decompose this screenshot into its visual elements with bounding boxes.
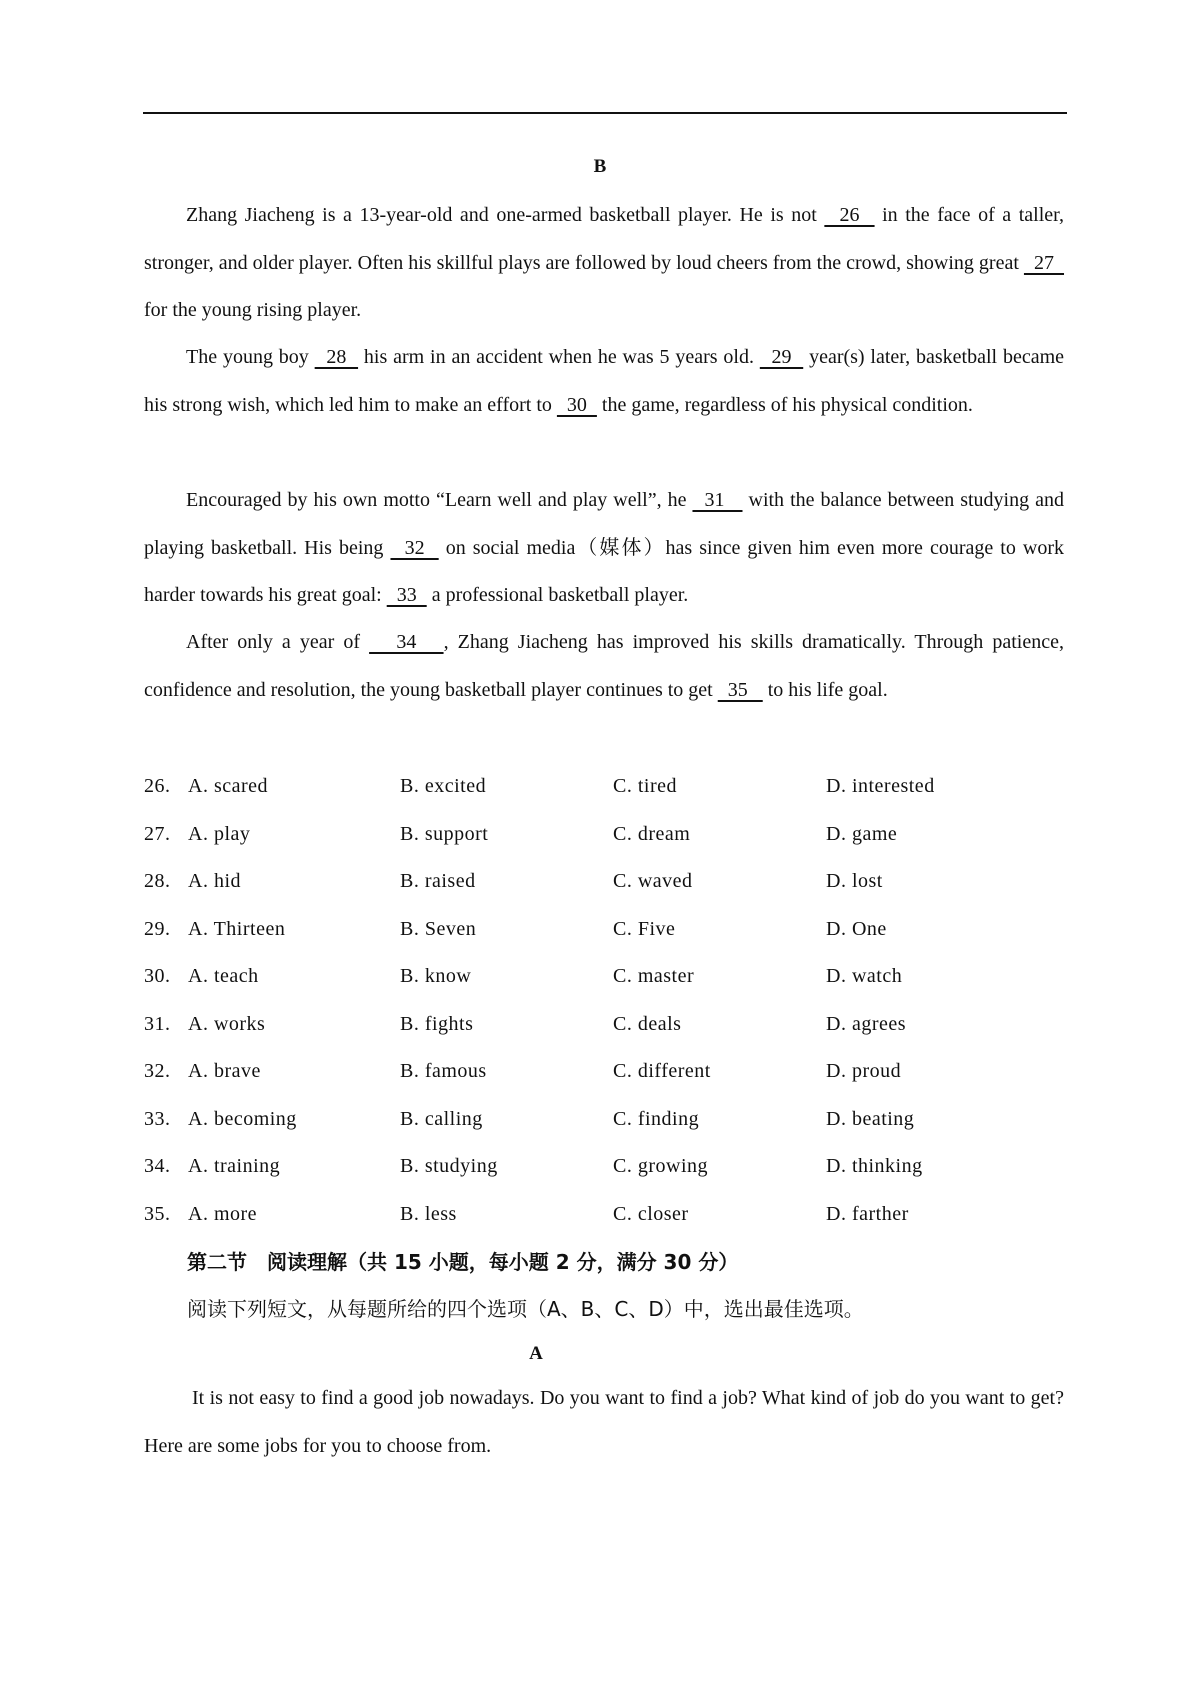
option-b: B. know xyxy=(400,965,472,988)
text-segment: his arm in an accident when he was 5 years old. xyxy=(358,346,760,368)
passage-b-paragraph-4 xyxy=(144,619,1064,714)
option-a: A. teach xyxy=(188,965,259,988)
question-row-27 xyxy=(144,811,1064,859)
part-two-instruction: 阅读下列短文，从每题所给的四个选项（A、B、C、D）中，选出最佳选项。 xyxy=(187,1297,864,1321)
text-segment: with the balance between studying and playing basketball. His being xyxy=(144,489,1064,559)
blank-31: 31 xyxy=(692,489,743,511)
option-d: D. game xyxy=(826,822,898,845)
text-segment: Encouraged by his own motto “Learn well and play well”, he xyxy=(186,489,693,511)
question-row-26 xyxy=(144,763,1064,811)
option-c: C. tired xyxy=(613,775,677,798)
header-rule xyxy=(143,112,1067,114)
question-row-34 xyxy=(144,1143,1064,1191)
question-row-28 xyxy=(144,858,1064,906)
blank-35: 35 xyxy=(717,678,763,701)
option-a: A. training xyxy=(188,1155,281,1178)
option-a: A. hid xyxy=(188,870,241,893)
text-segment: After only a year of xyxy=(186,631,370,653)
option-b: B. support xyxy=(400,822,489,845)
option-c: C. Five xyxy=(613,917,676,940)
option-d: D. interested xyxy=(826,775,935,798)
option-b: B. raised xyxy=(400,870,476,893)
section-b-heading: B xyxy=(593,156,607,177)
option-c: C. growing xyxy=(613,1155,708,1178)
question-number: 32. xyxy=(144,1060,171,1083)
question-number: 28. xyxy=(144,870,171,893)
question-number: 29. xyxy=(144,917,171,940)
option-b: B. famous xyxy=(400,1060,487,1083)
option-c: C. closer xyxy=(613,1202,689,1225)
option-a: A. more xyxy=(188,1202,258,1225)
option-d: D. farther xyxy=(826,1202,909,1225)
blank-27: 27 xyxy=(1023,251,1065,274)
text-segment: Zhang Jiacheng is a 13-year-old and one-armed basketball player. He is not xyxy=(186,204,825,226)
option-d: D. beating xyxy=(826,1107,915,1130)
option-b: B. calling xyxy=(400,1107,483,1130)
question-number: 26. xyxy=(144,775,171,798)
option-b: B. excited xyxy=(400,775,487,798)
option-c: C. master xyxy=(613,965,695,988)
passage-a-paragraph-1: It is not easy to find a good job nowadays. Do you want to find a job? What kind of job do you want to get? Here are some jobs for you to choose from. xyxy=(144,1387,1064,1457)
blank-30: 30 xyxy=(556,393,597,416)
option-b: B. less xyxy=(400,1202,457,1225)
question-number: 34. xyxy=(144,1155,171,1178)
section-a-heading: A xyxy=(529,1343,543,1364)
option-d: D. One xyxy=(826,917,887,940)
option-c: C. different xyxy=(613,1060,711,1083)
blank-33: 33 xyxy=(386,584,427,606)
passage-b-paragraph-1 xyxy=(144,192,1064,335)
option-d: D. thinking xyxy=(826,1155,923,1178)
text-segment: The young boy xyxy=(186,346,315,368)
option-a: A. works xyxy=(188,1012,266,1035)
option-d: D. watch xyxy=(826,965,903,988)
question-number: 33. xyxy=(144,1107,171,1130)
blank-32: 32 xyxy=(390,536,439,559)
options-list xyxy=(144,763,1064,1238)
question-row-33 xyxy=(144,1096,1064,1144)
option-a: A. Thirteen xyxy=(188,917,286,940)
option-c: C. finding xyxy=(613,1107,700,1130)
blank-29: 29 xyxy=(759,346,804,368)
option-c: C. deals xyxy=(613,1012,682,1035)
question-row-32 xyxy=(144,1048,1064,1096)
option-a: A. scared xyxy=(188,775,269,798)
option-c: C. dream xyxy=(613,822,691,845)
question-row-35 xyxy=(144,1191,1064,1239)
option-b: B. fights xyxy=(400,1012,474,1035)
question-number: 27. xyxy=(144,822,171,845)
option-d: D. agrees xyxy=(826,1012,907,1035)
part-two-title: 第二节 阅读理解（共 15 小题，每小题 2 分，满分 30 分） xyxy=(187,1250,739,1274)
text-segment: a professional basketball player. xyxy=(426,584,689,606)
option-b: B. Seven xyxy=(400,917,477,940)
blank-26: 26 xyxy=(824,204,875,226)
passage-b-paragraph-3 xyxy=(144,477,1064,620)
option-a: A. brave xyxy=(188,1060,261,1083)
text-segment: to his life goal. xyxy=(762,678,888,701)
option-b: B. studying xyxy=(400,1155,498,1178)
question-row-29 xyxy=(144,906,1064,954)
text-segment: on social media（媒体）has since given him even more courage to work harder towards his great goal: xyxy=(144,536,1065,606)
option-c: C. waved xyxy=(613,870,693,893)
blank-34: 34 xyxy=(369,631,444,653)
option-d: D. proud xyxy=(826,1060,902,1083)
text-segment: for the young rising player. xyxy=(144,299,362,321)
question-number: 30. xyxy=(144,965,171,988)
passage-b-paragraph-2 xyxy=(144,334,1064,429)
text-segment: in the face of a taller, stronger, and older player. Often his skillful plays are followed by loud cheers from the crowd, showing great xyxy=(144,204,1064,274)
question-number: 35. xyxy=(144,1202,171,1225)
question-number: 31. xyxy=(144,1012,171,1035)
option-d: D. lost xyxy=(826,870,883,893)
text-segment: year(s) later, basketball became his strong wish, which led him to make an effort to xyxy=(144,346,1065,416)
text-segment: the game, regardless of his physical condition. xyxy=(596,393,973,416)
blank-28: 28 xyxy=(314,346,359,368)
option-a: A. becoming xyxy=(188,1107,297,1130)
question-row-30 xyxy=(144,953,1064,1001)
text-segment: , Zhang Jiacheng has improved his skills dramatically. Through patience, confidence and resolution, the young basketball player continues to get xyxy=(144,631,1064,701)
question-row-31 xyxy=(144,1001,1064,1049)
option-a: A. play xyxy=(188,822,251,845)
